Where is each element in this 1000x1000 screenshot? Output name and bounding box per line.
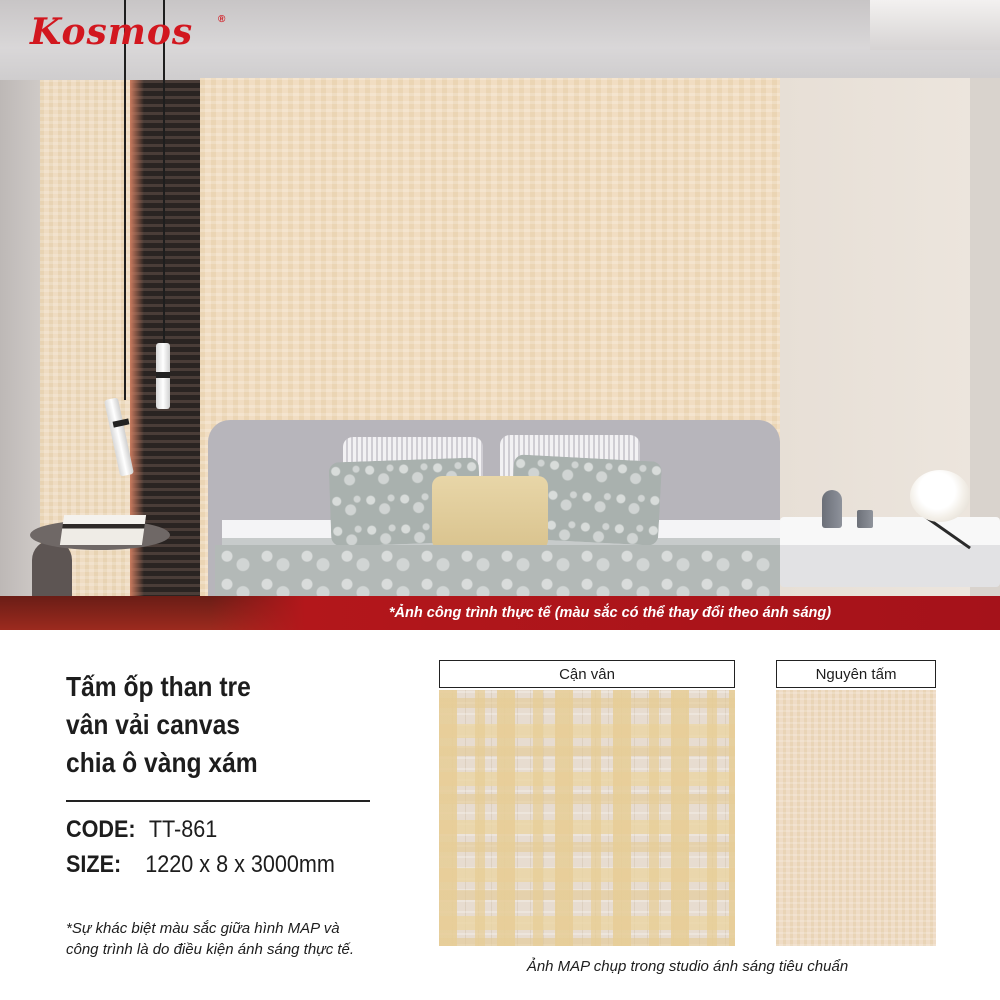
brand-logo: Kosmos <box>30 11 194 53</box>
product-title <box>66 668 356 782</box>
pillow <box>432 476 548 550</box>
code-row <box>66 816 217 844</box>
books <box>60 515 146 545</box>
title-line: vân vải canvas <box>66 709 240 740</box>
size-label: SIZE: <box>66 851 122 878</box>
table-lamp <box>910 470 970 522</box>
nightstand <box>780 517 1000 587</box>
color-note <box>66 918 426 960</box>
title-line: Tấm ốp than tre <box>66 671 251 702</box>
swatch-caption: Ảnh MAP chụp trong studio ánh sáng tiêu chuẩn <box>526 958 849 975</box>
full-panel-swatch-label: Nguyên tấm <box>776 660 936 688</box>
code-value: TT-861 <box>148 816 218 843</box>
vase <box>822 490 842 528</box>
note-line: công trình là do điều kiện ánh sáng thực tế. <box>66 941 355 958</box>
registered-mark: ® <box>218 14 226 25</box>
pendant-cord <box>124 0 126 400</box>
photo-caption: *Ảnh công trình thực tế (màu sắc có thể thay đổi theo ánh sáng) <box>388 605 832 621</box>
title-line: chia ô vàng xám <box>66 747 258 778</box>
full-panel-swatch-image <box>776 690 936 946</box>
photo-caption-band <box>210 596 1000 630</box>
note-line: *Sự khác biệt màu sắc giữa hình MAP và <box>66 920 340 937</box>
size-row <box>66 851 335 879</box>
pendant-ring <box>156 372 170 378</box>
closeup-swatch-label: Cận vân <box>439 660 735 688</box>
ceiling-recess <box>870 0 1000 50</box>
title-divider <box>66 800 370 802</box>
size-value: 1220 x 8 x 3000mm <box>145 851 335 878</box>
left-wall <box>0 80 40 600</box>
cup <box>857 510 873 528</box>
code-label: CODE: <box>66 816 136 843</box>
closeup-swatch-image <box>439 690 735 946</box>
